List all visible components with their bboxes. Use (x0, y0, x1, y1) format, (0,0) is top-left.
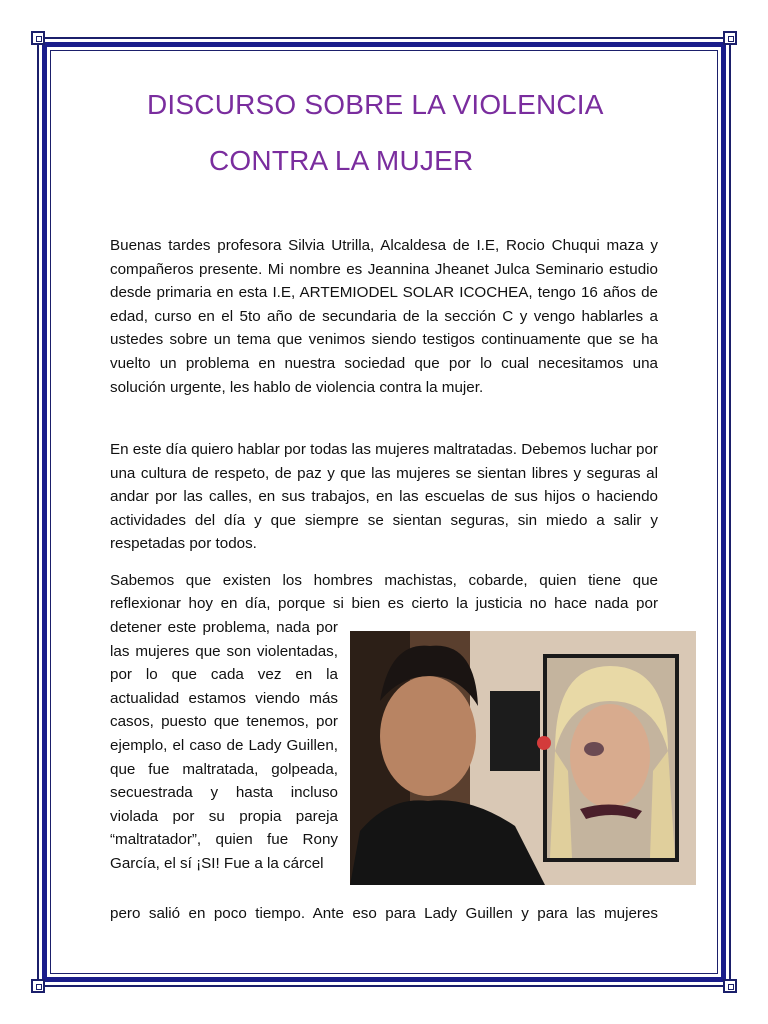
document-title-line2: CONTRA LA MUJER (209, 145, 474, 176)
paragraph-machistas-line2: reflexionar hoy en día, porque si bien es cierto la justicia no hace nada por (110, 595, 658, 612)
paragraph-machistas-end: pero salió en poco tiempo. Ante eso para Lady Guillen y para las mujeres (110, 905, 658, 922)
news-photo (350, 631, 696, 885)
paragraph-machistas-wrapped: detener este problema, nada por las mujeres que son violentadas, por lo que cada vez en la actualidad estamos viendo más casos, puesto que tenemos, por ejemplo, el caso de Lady Guillen, que fue maltratada, golpeada, secuestrada y hasta incluso violada por su propia pareja “maltratador”, quien fue Rony García, el sí ¡SI! Fue a la cárcel (110, 619, 338, 872)
paragraph-respect: En este día quiero hablar por todas las mujeres maltratadas. Debemos luchar por una cultura de respeto, de paz y que las mujeres se sientan libres y seguras al andar por las calles, en sus trabajos, en las escuelas de sus hijos o haciendo actividades del día y que siempre se sientan seguras, sin miedo a salir y respetadas por todos. (110, 441, 658, 553)
paragraph-intro: Buenas tardes profesora Silvia Utrilla, Alcaldesa de I.E, Rocio Chuqui maza y compañeros presente. Mi nombre es Jeannina Jheanet Julca Seminario estudio desde primaria en esta I.E, ARTEMIODEL SOLAR ICOCHEA, tengo 16 años de edad, curso en el 5to año de secundaria de la sección C y vengo hablarles a ustedes sobre un tema que venimos siendo testigos continuamente que se ha vuelto un problema en nuestra sociedad que por lo cual necesitamos una solución urgente, les hablo de violencia contra la mujer. (110, 237, 658, 396)
border-corner-ornament (723, 31, 737, 45)
border-corner-ornament (723, 979, 737, 993)
paragraph-machistas-line1: Sabemos que existen los hombres machistas, cobarde, quien tiene que (110, 572, 658, 589)
border-corner-ornament (31, 979, 45, 993)
document-title-line1: DISCURSO SOBRE LA VIOLENCIA (147, 89, 604, 120)
news-photo-illustration (350, 631, 696, 885)
border-corner-ornament (31, 31, 45, 45)
